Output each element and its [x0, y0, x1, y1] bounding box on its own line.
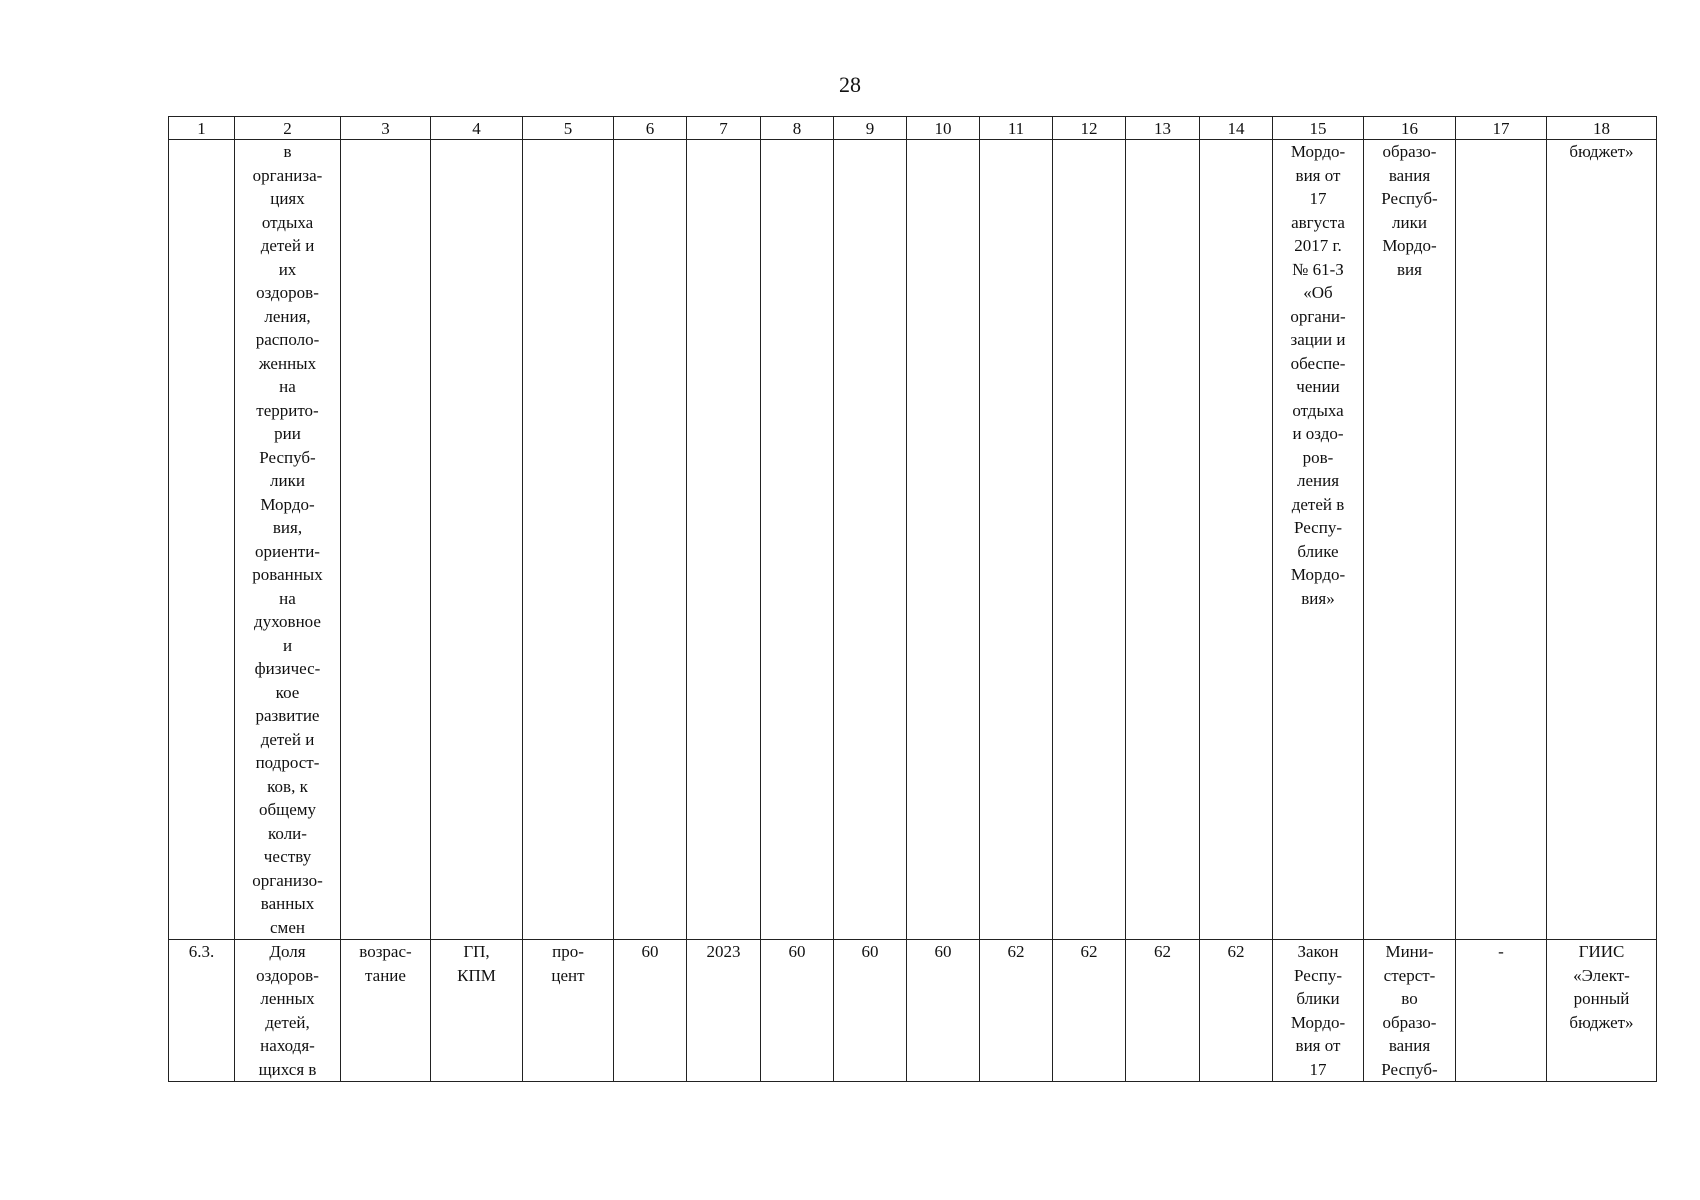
column-number: 16	[1364, 117, 1456, 140]
column-number: 1	[169, 117, 235, 140]
table-cell: ГИИС «Элект- ронный бюджет»	[1547, 940, 1657, 1082]
table-cell	[341, 140, 431, 940]
table-cell	[834, 140, 907, 940]
table-cell	[1053, 140, 1126, 940]
table-cell	[1126, 140, 1200, 940]
column-number: 7	[687, 117, 761, 140]
table-cell: 2023	[687, 940, 761, 1082]
page-number: 28	[839, 72, 861, 97]
column-number: 17	[1456, 117, 1547, 140]
table-cell	[761, 140, 834, 940]
table-cell: бюджет»	[1547, 140, 1657, 940]
column-number: 9	[834, 117, 907, 140]
column-number: 6	[614, 117, 687, 140]
table-cell: возрас- тание	[341, 940, 431, 1082]
table-cell: 62	[1053, 940, 1126, 1082]
table-cell: ГП, КПМ	[431, 940, 523, 1082]
table-cell: Мини- стерст- во образо- вания Респуб-	[1364, 940, 1456, 1082]
table-cell: -	[1456, 940, 1547, 1082]
table-cell: 60	[834, 940, 907, 1082]
table-cell: Закон Респу- блики Мордо- вия от 17	[1273, 940, 1364, 1082]
column-number: 12	[1053, 117, 1126, 140]
table-header-row	[169, 117, 1657, 140]
column-number: 4	[431, 117, 523, 140]
column-number: 10	[907, 117, 980, 140]
table-cell: 60	[614, 940, 687, 1082]
table-cell	[1200, 140, 1273, 940]
table-cell: 60	[907, 940, 980, 1082]
column-number: 13	[1126, 117, 1200, 140]
table-cell: 60	[761, 940, 834, 1082]
table-cell: Мордо- вия от 17 августа 2017 г. № 61-З «Об органи- зации и обеспе- чении отдыха и оздо- ров- ления детей в Респу- блике Мордо- вия»	[1273, 140, 1364, 940]
table-cell: образо- вания Респуб- лики Мордо- вия	[1364, 140, 1456, 940]
column-number: 2	[235, 117, 341, 140]
column-number: 14	[1200, 117, 1273, 140]
table-cell	[431, 140, 523, 940]
table-cell: 62	[980, 940, 1053, 1082]
table-cell	[614, 140, 687, 940]
indicators-table	[168, 116, 1657, 1082]
table-cell: про- цент	[523, 940, 614, 1082]
column-number: 3	[341, 117, 431, 140]
table-cell	[169, 140, 235, 940]
table-row	[169, 140, 1657, 940]
column-number: 11	[980, 117, 1053, 140]
table-cell: 6.3.	[169, 940, 235, 1082]
column-number: 15	[1273, 117, 1364, 140]
column-number: 18	[1547, 117, 1657, 140]
table-cell: в организа- циях отдыха детей и их оздоров- ления, располо- женных на террито- рии Респуб- лики Мордо- вия, ориенти- рованных на духовное и физичес- кое развитие детей и подрост- ков, к общему коли- честву организо- ванных смен	[235, 140, 341, 940]
column-number: 5	[523, 117, 614, 140]
table-cell: 62	[1126, 940, 1200, 1082]
table-cell: 62	[1200, 940, 1273, 1082]
table-cell	[687, 140, 761, 940]
table-cell	[980, 140, 1053, 940]
table-cell: Доля оздоров- ленных детей, находя- щихся в	[235, 940, 341, 1082]
table-row	[169, 940, 1657, 1082]
table-cell	[1456, 140, 1547, 940]
table-cell	[523, 140, 614, 940]
table-cell	[907, 140, 980, 940]
column-number: 8	[761, 117, 834, 140]
